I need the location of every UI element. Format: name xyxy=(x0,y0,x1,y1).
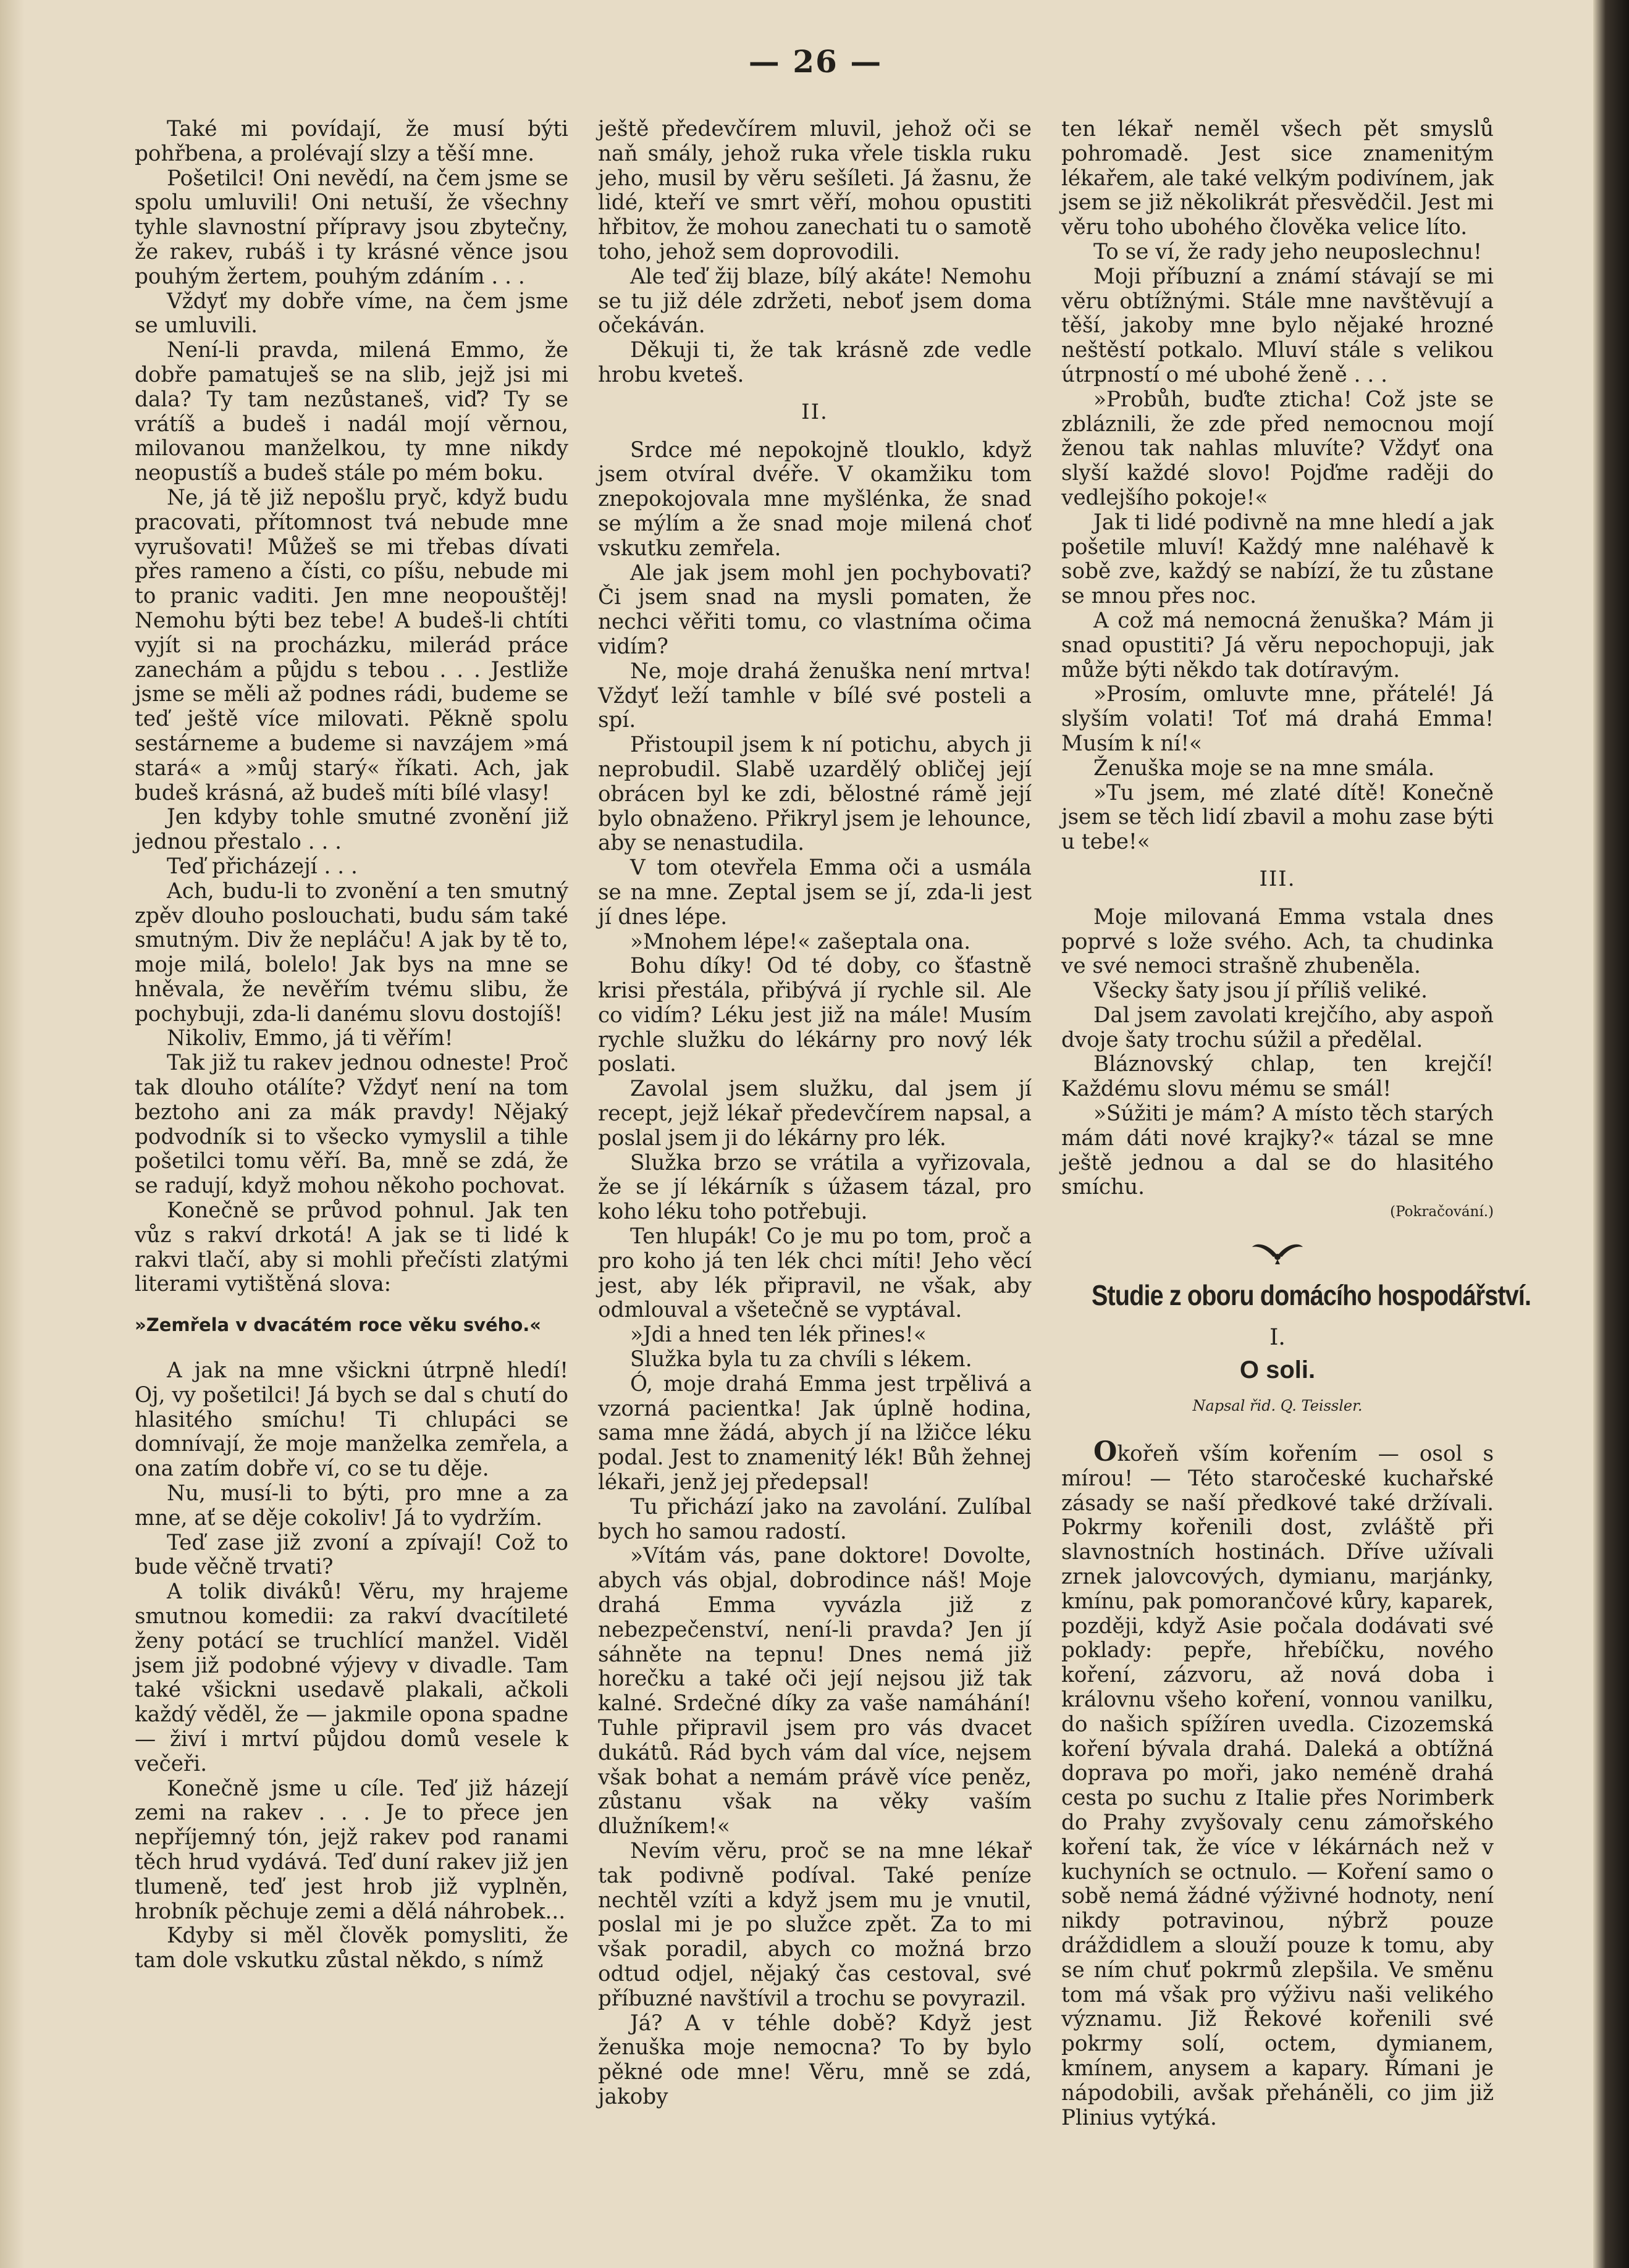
divider-ornament-icon xyxy=(1250,1237,1305,1266)
paragraph: Nikoliv, Emmo, já ti věřím! xyxy=(167,1026,453,1051)
article-section-number: I. xyxy=(1269,1324,1286,1350)
drop-cap: O xyxy=(1093,1436,1118,1468)
article-title: Studie z oboru domácího hospodářství. xyxy=(1092,1279,1531,1311)
paragraph: Vždyť my dobře víme, na čem jsme se umluvili. xyxy=(135,288,568,338)
paragraph: »Probůh, buďte zticha! Což jste se zbláznili, že zde před nemocnou mojí ženou tak nahlas mluvíte? Vždyť ona slyší každé slovo! Pojďme raději do vedlejšího pokoje!« xyxy=(1061,387,1494,510)
paragraph: Ale teď žij blaze, bílý akáte! Nemohu se tu již déle zdržeti, neboť jsem doma očekáván. xyxy=(598,264,1032,338)
tombstone-inscription: »Zemřela v dvacátém roce věku svého.« xyxy=(135,1314,541,1336)
paragraph: Ach, budu-li to zvonění a ten smutný zpěv dlouho poslouchati, budu sám také smutným. Div že nepláču! A jak by tě to, moje milá, bolelo! Jak bys na mne se hněvala, že nevěřím tvému slibu, že pochybuji, zda-li danému slovu dostojíš! xyxy=(135,878,568,1027)
paragraph: Bláznovský chlap, ten krejčí! Každému slovu mému se smál! xyxy=(1061,1052,1494,1102)
paragraph: Nevím věru, proč se na mne lékař tak podivně podíval. Také peníze nechtěl vzíti a když jsem mu je vnutil, poslal mi je po služce zpět. Za to mi však poradil, abych co možná brzo odtud odjel, nějaký čas cestoval, své příbuzné navštívil a trochu se povyrazil. xyxy=(598,1838,1032,2011)
paragraph: Také mi povídají, že musí býti pohřbena, a prolévají slzy a těší mne. xyxy=(135,117,568,166)
scan-binding-edge xyxy=(1593,0,1629,2268)
paragraph: Nu, musí-li to býti, pro mne a za mne, ať se děje cokoliv! Já to vydržím. xyxy=(135,1481,568,1531)
article-byline: Napsal řid. Q. Teissler. xyxy=(1192,1397,1363,1415)
paragraph: Děkuji ti, že tak krásně zde vedle hrobu kveteš. xyxy=(598,338,1032,387)
paragraph: Dal jsem zavolati krejčího, aby aspoň dvoje šaty trochu súžil a předělal. xyxy=(1061,1002,1494,1052)
paragraph: Teď zase již zvoní a zpívají! Což to bude věčně trvati? xyxy=(135,1530,568,1580)
paragraph: »Súžiti je mám? A místo těch starých mám dáti nové krajky?« tázal se mne ještě jednou a dal se do hlasitého smíchu. xyxy=(1061,1101,1494,1200)
paragraph: Tak již tu rakev jednou odneste! Proč tak dlouho otálíte? Vždyť není na tom beztoho ani za mák pravdy! Nějaký podvodník si to všecko vymyslil a tihle pošetilci tomu věří. Ba, mně se zdá, že se radují, když mohou někoho pochovat. xyxy=(135,1051,568,1199)
paragraph: Konečně se průvod pohnul. Jak ten vůz s rakví drkotá! A jak se ti lidé k rakvi tlačí, aby si mohli přečísti zlatými literami vytištěná slova: xyxy=(135,1198,568,1297)
paragraph: To se ví, že rady jeho neuposlechnu! xyxy=(1093,239,1482,264)
paragraph: Jen kdyby tohle smutné zvonění již jednou přestalo . . . xyxy=(135,805,568,855)
paragraph: Kdyby si měl člověk pomysliti, že tam dole vskutku zůstal někdo, s nímž xyxy=(135,1923,568,1973)
article-section-title: O soli. xyxy=(1239,1356,1316,1384)
paragraph: Přistoupil jsem k ní potichu, abych ji neprobudil. Slabě uzardělý obličej její obrácen byl ke zdi, bělostné rámě její bylo obnaženo. Přikryl jsem je lehounce, aby se nenastudila. xyxy=(598,733,1032,856)
article-first-paragraph: kořeň vším kořením — osol s mírou! — Této staročeské kuchařské zásady se naší předkové také držívali. Pokrmy kořenili dost, zvláště při slavnostních hostinách. Dříve užívali zrnek jalovcových, dymianu, marjánky, kmínu, pak pomorančové kůry, kaparek, později, když Asie počala dodávati své poklady: pepře, hřebíčku, nového koření, zázvoru, až nová doba i královnu všeho koření, vonnou vanilku, do našich spížíren uvedla. Cizozemská koření bývala drahá. Daleká a obtížná doprava po moři, jako neméně drahá cesta po suchu z Italie přes Norimberk do Prahy zvyšovaly cenu zámořského koření tak, že více v lékárnách než v kuchyních se octnulo. — Koření samo o sobě nemá žádné výživné hodnoty, není nikdy potravinou, nýbrž pouze dráždidlem a slouží pouze k tomu, aby se ním chuť pokrmů zlepšila. Ve směnu tom má však pro výživu naši velikého významu. Již Řekové kořenili své pokrmy solí, octem, dymianem, kmínem, anysem a kapary. Římani je nápodobili, avšak přeháněli, co jim již Plinius vytýká. xyxy=(1061,1442,1494,2130)
paragraph: Srdce mé nepokojně tlouklo, když jsem otvíral dvéře. V okamžiku tom znepokojovala mne myšlénka, že snad se mýlím a že snad moje milená choť vskutku zemřela. xyxy=(598,437,1032,561)
paragraph: Všecky šaty jsou jí příliš veliké. xyxy=(1093,978,1428,1004)
column-1 xyxy=(135,117,568,1973)
paragraph: Tu přichází jako na zavolání. Zulíbal bych ho samou radostí. xyxy=(598,1494,1032,1544)
paragraph: Teď přicházejí . . . xyxy=(167,854,358,879)
paragraph: Já? A v téhle době? Když jest ženuška moje nemocna? To by bylo pěkné ode mne! Věru, mně se zdá, jakoby xyxy=(598,2010,1032,2109)
paragraph: A což má nemocná ženuška? Mám ji snad opustiti? Já věru nepochopuji, jak může býti někdo tak dotíravým. xyxy=(1061,608,1494,682)
paragraph: Ženuška moje se na mne smála. xyxy=(1093,755,1435,781)
paragraph: Moji příbuzní a známí stávají se mi věru obtížnými. Stále mne navštěvují a těší, jakoby mne bylo nějaké hrozné neštěstí potkalo. Mluví stále s velikou útrpností o mé ubohé ženě . . . xyxy=(1061,264,1494,387)
column-3 xyxy=(1061,117,1531,2130)
paragraph: Ne, moje drahá ženuška není mrtva! Vždyť leží tamhle v bílé své posteli a spí. xyxy=(598,658,1032,733)
paragraph: Služka brzo se vrátila a vyřizovala, že se jí lékárník s úžasem tázal, pro koho léku toho potřebuji. xyxy=(598,1150,1032,1225)
paragraph: Moje milovaná Emma vstala dnes poprvé s lože svého. Ach, ta chudinka ve své nemoci strašně zhubeněla. xyxy=(1061,904,1494,979)
paragraph: Konečně jsme u cíle. Teď již házejí zemi na rakev . . . Je to přece jen nepříjemný tón, jejž rakev pod ranami těch hrud vydává. Teď duní rakev již jen tlumeně, teď jest hrob již vyplněn, hrobník pěchuje zemi a dělá náhrobek... xyxy=(135,1776,568,1924)
page-number: — 26 — xyxy=(748,43,883,80)
paragraph: Pošetilci! Oni nevědí, na čem jsme se spolu umluvili! Oni netuší, že všechny tyhle slavnostní přípravy jsou zbytečny, že rakev, rubáš i ty krásné věnce jsou pouhým žertem, pouhým zdáním . . . xyxy=(135,166,568,289)
paragraph: V tom otevřela Emma oči a usmála se na mne. Zeptal jsem se jí, zda-li jest jí dnes lépe. xyxy=(598,855,1032,930)
paragraph: »Jdi a hned ten lék přines!« xyxy=(630,1322,927,1348)
paragraph: A jak na mne všickni útrpně hledí! Oj, vy pošetilci! Já bych se dal s chutí do hlasitého smíchu! Ti chlupáci se domnívají, že moje manželka zemřela, a ona zatím dobře ví, co se tu děje. xyxy=(135,1358,568,1482)
paragraph: Ó, moje drahá Emma jest trpělivá a vzorná pacientka! Jak úplně hodina, sama mne žádá, abych jí na lžičce léku podal. Jest to znamenitý lék! Bůh žehnej lékaři, jenž jej předepsal! xyxy=(598,1371,1032,1495)
paragraph: Není-li pravda, milená Emmo, že dobře pamatuješ se na slib, jejž jsi mi dala? Ty tam nezůstaneš, viď? Ty se vrátíš a budeš i nadál mojí věrnou, milovanou manželkou, ty mne nikdy neopustíš a budeš stále po mém boku. xyxy=(135,338,568,486)
paragraph: ten lékař neměl všech pět smyslů pohromadě. Jest sice znamenitým lékařem, ale také velkým podivínem, jak jsem se již několikrát přesvědčil. Jest mi věru toho ubohého člověka velice líto. xyxy=(1061,117,1494,240)
ornament-icon xyxy=(1061,1237,1494,1269)
paragraph: Ten hlupák! Co je mu po tom, proč a pro koho já ten lék chci míti! Jeho věcí jest, aby lék připravil, ne však, aby odmlouval a všetečně se vyptával. xyxy=(598,1224,1032,1323)
paragraph: A tolik diváků! Věru, my hrajeme smutnou komedii: za rakví dvacítileté ženy potácí se truchlící manžel. Viděl jsem již podobné výjevy v divadle. Tam také všickni usedavě plakali, ačkoli každý věděl, že — jakmile opona spadne — živí i mrtví půjdou domů vesele k večeři. xyxy=(135,1579,568,1776)
column-2 xyxy=(598,117,1032,2110)
section-heading: III. xyxy=(1259,866,1296,891)
section-heading: II. xyxy=(801,399,828,424)
paragraph xyxy=(1061,1436,1494,2130)
paragraph: »Prosím, omluvte mne, přátelé! Já slyším volati! Toť má drahá Emma! Musím k ní!« xyxy=(1061,682,1494,756)
paragraph: »Vítám vás, pane doktore! Dovolte, abych vás objal, dobrodince náš! Moje drahá Emma vyvázla již z nebezpečenství, není-li pravda? Jen jí sáhněte na tepnu! Dnes nemá již horečku a také oči její nejsou již tak kalné. Srdečné díky za vaše namáhání! Tuhle připravil jsem pro vás dvacet dukátů. Rád bych vám dal více, nejsem však bohat a nemám právě více peněz, zůstanu však na věky vaším dlužníkem!« xyxy=(598,1544,1032,1839)
paragraph: Bohu díky! Od té doby, co šťastně krisi přestála, přibývá jí rychle sil. Ale co vidím? Léku jest již na mále! Musím rychle služku do lékárny pro nový lék poslati. xyxy=(598,954,1032,1077)
paragraph: ještě předevčírem mluvil, jehož oči se naň smály, jehož ruka vřele tiskla ruku jeho, musil by věru sešíleti. Já žasnu, že lidé, kteří ve smrt věří, mohou opustiti hřbitov, že mohou zanechati tu o samotě toho, jehož sem doprovodili. xyxy=(598,117,1032,264)
paragraph: Jak ti lidé podivně na mne hledí a jak pošetile mluví! Každý mne naléhavě k sobě zve, každý se nabízí, že tu zůstane se mnou přes noc. xyxy=(1061,510,1494,609)
paragraph: Ale jak jsem mohl jen pochybovati? Či jsem snad na mysli pomaten, že nechci věřiti tomu, co vlastníma očima vidím? xyxy=(598,560,1032,659)
continued-note: (Pokračování.) xyxy=(1390,1204,1494,1220)
paragraph: »Mnohem lépe!« zašeptala ona. xyxy=(630,929,971,954)
scan-left-edge xyxy=(0,0,25,2268)
paragraph: Zavolal jsem služku, dal jsem jí recept, jejž lékař předevčírem napsal, a poslal jsem ji do lékárny pro lék. xyxy=(598,1077,1032,1151)
paragraph: Ne, já tě již nepošlu pryč, když budu pracovati, přítomnost tvá nebude mne vyrušovati! Můžeš se mi třebas dívati přes rameno a čísti, co píšu, nebude mi to pranic vaditi. Jen mne neopouštěj! Nemohu býti bez tebe! A budeš-li chtíti vyjít si na procházku, milerád práce zanechám a půjdu s tebou . . . Jestliže jsme se měli až podnes rádi, budeme se teď ještě více milovati. Pěkně spolu sestárneme a budeme si navzájem »má stará« a »můj starý« říkati. Ach, jak budeš krásná, až budeš míti bílé vlasy! xyxy=(135,485,568,805)
paragraph: »Tu jsem, mé zlaté dítě! Konečně jsem se těch lidí zbavil a mohu zase býti u tebe!« xyxy=(1061,780,1494,855)
paragraph: Služka byla tu za chvíli s lékem. xyxy=(630,1347,972,1372)
